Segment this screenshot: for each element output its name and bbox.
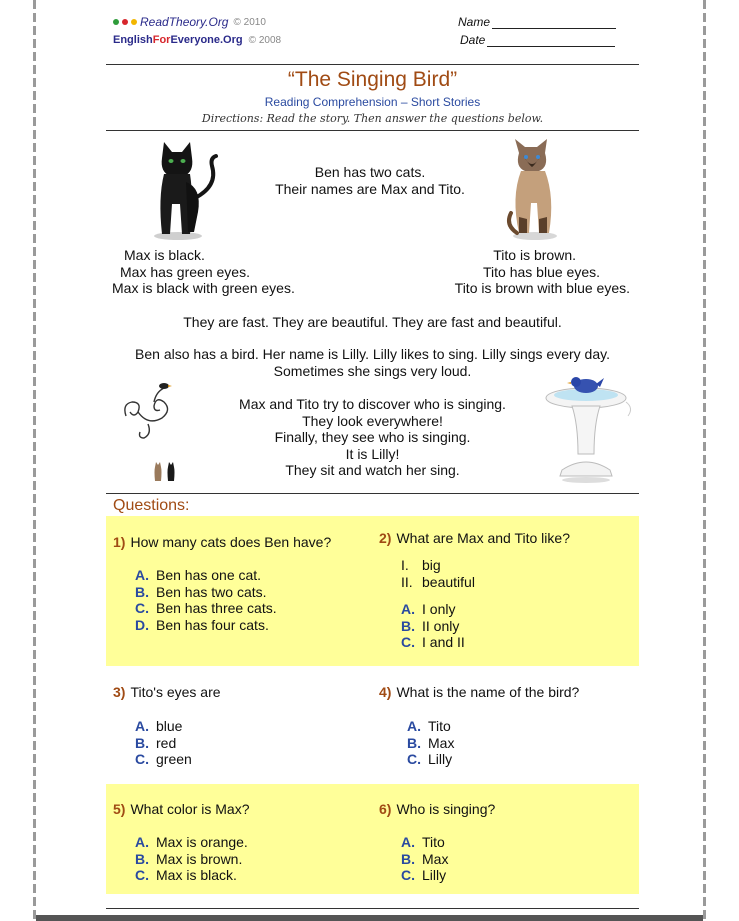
- statement-numeral: I.: [401, 557, 409, 573]
- story-max: [112, 247, 302, 297]
- logo-dot-green: [113, 19, 119, 25]
- page-edge-left: [33, 0, 36, 921]
- question-4-number: 4): [379, 684, 392, 700]
- option-text: II only: [422, 617, 460, 634]
- question-2-statement-2: [401, 574, 475, 591]
- story-ending-line-4: It is Lilly!: [345, 445, 400, 462]
- option-text: Max: [422, 850, 449, 867]
- brand-secondary-year: © 2008: [248, 35, 282, 46]
- brand-primary-year: © 2010: [233, 16, 266, 28]
- story-intro: [240, 164, 500, 197]
- option-letter: B.: [135, 583, 149, 600]
- option-letter: A.: [401, 834, 415, 850]
- option-letter: C.: [135, 600, 149, 616]
- option-letter: A.: [135, 718, 149, 734]
- question-4-options: [407, 718, 454, 768]
- question-2-option-a[interactable]: [401, 601, 465, 618]
- question-3-number: 3): [113, 684, 126, 700]
- directions-text: Directions: Read the story. Then answer the questions below.: [201, 112, 544, 125]
- option-letter: C.: [401, 867, 415, 883]
- question-5-option-c[interactable]: [135, 867, 248, 884]
- questions-heading: Questions:: [113, 497, 190, 514]
- option-letter: A.: [407, 718, 421, 734]
- story-ending-line-2: They look everywhere!: [302, 412, 443, 429]
- question-3-text: Tito's eyes are: [130, 684, 221, 700]
- statement-numeral: II.: [401, 573, 413, 590]
- question-6-option-a[interactable]: [401, 834, 448, 851]
- story-ending-line-3: Finally, they see who is singing.: [274, 429, 471, 445]
- story-tito-line-1: Tito is brown.: [493, 247, 576, 263]
- question-2-number: 2): [379, 530, 392, 546]
- question-6-option-c[interactable]: [401, 867, 448, 884]
- option-letter: A.: [135, 834, 149, 850]
- story-max-line-2: Max has green eyes.: [120, 263, 250, 280]
- story-tito: [440, 247, 630, 297]
- option-letter: C.: [135, 867, 149, 883]
- option-letter: B.: [401, 850, 415, 867]
- name-field[interactable]: [458, 15, 616, 29]
- directions-divider: [106, 130, 639, 131]
- story-bird-line-2: Sometimes she sings very loud.: [273, 362, 472, 379]
- question-3-option-c[interactable]: [135, 751, 192, 768]
- question-1-options: [135, 567, 277, 633]
- question-2-option-c[interactable]: [401, 634, 465, 651]
- question-3-options: [135, 718, 192, 768]
- option-text: Max is black.: [156, 867, 237, 883]
- option-letter: A.: [135, 567, 149, 583]
- option-letter: D.: [135, 616, 149, 633]
- logo-dot-red: [122, 19, 128, 25]
- option-text: Ben has one cat.: [156, 567, 262, 583]
- logo-dot-yellow: [131, 19, 137, 25]
- question-6-options: [401, 834, 448, 884]
- englishforeveryone-logo[interactable]: [113, 34, 281, 46]
- question-6-text: Who is singing?: [396, 801, 496, 817]
- story-max-line-1: Max is black.: [124, 247, 205, 263]
- option-letter: B.: [407, 734, 421, 751]
- name-label: Name: [458, 15, 491, 29]
- question-4-option-b[interactable]: [407, 735, 454, 752]
- story-intro-line-2: Their names are Max and Tito.: [275, 180, 465, 197]
- brand-primary-text: ReadTheory.Org: [140, 15, 229, 29]
- option-text: Tito: [422, 834, 445, 850]
- question-5-option-a[interactable]: [135, 834, 248, 851]
- question-1-option-d[interactable]: [135, 617, 277, 634]
- question-1-option-a[interactable]: [135, 567, 277, 584]
- page-title: “The Singing Bird”: [287, 68, 458, 91]
- question-5-text: What color is Max?: [130, 801, 250, 817]
- question-2-statements: [401, 557, 475, 590]
- birdbath-bluebird-image: [542, 374, 638, 484]
- question-6-number: 6): [379, 801, 392, 817]
- brand-secondary-a: English: [113, 34, 153, 46]
- question-2: [379, 530, 570, 547]
- option-letter: B.: [401, 617, 415, 634]
- question-6-option-b[interactable]: [401, 851, 448, 868]
- option-text: Lilly: [428, 751, 453, 767]
- question-1-option-c[interactable]: [135, 600, 277, 617]
- option-letter: A.: [401, 601, 415, 617]
- question-3-option-b[interactable]: [135, 735, 192, 752]
- question-1-option-b[interactable]: [135, 584, 277, 601]
- question-3-option-a[interactable]: [135, 718, 192, 735]
- swirl-bird-image: [118, 382, 178, 440]
- question-5-option-b[interactable]: [135, 851, 248, 868]
- page-edge-right: [703, 0, 706, 921]
- statement-text: big: [422, 557, 441, 573]
- option-text: I only: [422, 601, 456, 617]
- question-6: [379, 801, 495, 818]
- name-line[interactable]: [492, 16, 616, 29]
- question-1: [113, 534, 331, 551]
- question-1-text: How many cats does Ben have?: [130, 534, 332, 550]
- readtheory-logo[interactable]: [113, 15, 266, 29]
- statement-text: beautiful: [422, 573, 475, 590]
- story-intro-line-1: Ben has two cats.: [314, 164, 426, 180]
- question-5-options: [135, 834, 248, 884]
- option-letter: C.: [135, 751, 149, 767]
- brand-secondary-c: Everyone.Org: [170, 34, 243, 46]
- footer-divider: [106, 908, 639, 909]
- story-tito-line-2: Tito has blue eyes.: [483, 263, 600, 280]
- date-label: Date: [460, 33, 486, 47]
- option-text: Max is brown.: [156, 850, 243, 867]
- story-tito-line-3: Tito is brown with blue eyes.: [454, 280, 630, 296]
- story-fast: They are fast. They are beautiful. They are fast and beautiful.: [183, 314, 562, 330]
- question-2-option-b[interactable]: [401, 618, 465, 635]
- question-2-options: [401, 601, 465, 651]
- story-ending-line-5: They sit and watch her sing.: [285, 462, 460, 478]
- option-text: blue: [156, 718, 183, 734]
- story-bird-line-1: Ben also has a bird. Her name is Lilly. Lilly likes to sing. Lilly sings every day.: [135, 346, 610, 362]
- story-ending-line-1: Max and Tito try to discover who is singing.: [239, 396, 506, 412]
- brand-secondary-b: For: [152, 34, 171, 46]
- page-subtitle: Reading Comprehension – Short Stories: [264, 95, 481, 109]
- question-5-number: 5): [113, 801, 126, 817]
- option-text: Ben has three cats.: [156, 600, 277, 616]
- siamese-cat-image: [505, 137, 567, 241]
- question-4-option-a[interactable]: [407, 718, 454, 735]
- option-text: Max: [428, 734, 455, 751]
- date-line[interactable]: [487, 34, 615, 47]
- question-4-option-c[interactable]: [407, 751, 454, 768]
- story-ending: [220, 396, 525, 479]
- option-text: green: [156, 751, 192, 767]
- option-text: Lilly: [422, 867, 447, 883]
- option-letter: B.: [135, 850, 149, 867]
- question-4: [379, 684, 579, 701]
- option-text: red: [156, 734, 177, 751]
- story-max-line-3: Max is black with green eyes.: [112, 280, 295, 296]
- option-text: I and II: [422, 634, 465, 650]
- option-text: Max is orange.: [156, 834, 248, 850]
- window-bottom-edge: [36, 915, 703, 921]
- date-field[interactable]: [460, 33, 615, 47]
- question-5: [113, 801, 250, 818]
- option-letter: C.: [407, 751, 421, 767]
- question-4-text: What is the name of the bird?: [396, 684, 580, 700]
- question-3: [113, 684, 221, 701]
- option-text: Ben has four cats.: [156, 616, 269, 633]
- option-letter: C.: [401, 634, 415, 650]
- question-1-number: 1): [113, 534, 126, 550]
- question-2-text: What are Max and Tito like?: [396, 530, 570, 546]
- question-2-statement-1: [401, 557, 475, 574]
- option-text: Ben has two cats.: [156, 583, 267, 600]
- black-cat-image: [150, 138, 225, 242]
- two-cats-icon: [153, 461, 179, 483]
- questions-divider: [106, 493, 639, 494]
- header-divider: [106, 64, 639, 65]
- option-text: Tito: [428, 718, 451, 734]
- option-letter: B.: [135, 734, 149, 751]
